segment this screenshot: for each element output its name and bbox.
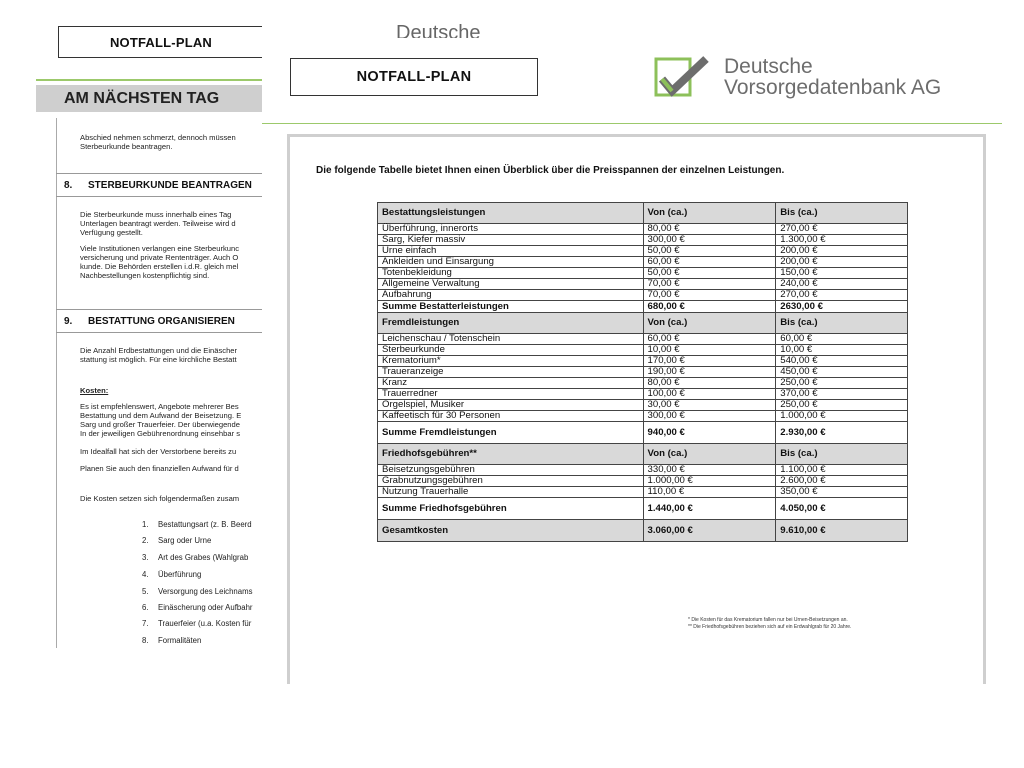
cost-list-item: 2. Sarg oder Urne [142, 536, 212, 545]
background-page [0, 0, 262, 660]
section-8-text: versicherung und private Rententräger. Auch O [80, 253, 239, 262]
price-table [377, 202, 908, 542]
table-row: Sarg, Kiefer massiv 300,00 € 1.300,00 € [378, 235, 908, 246]
cost-list-item: 8. Formalitäten [142, 636, 202, 645]
table-row: Trauerredner 100,00 € 370,00 € [378, 389, 908, 400]
table-sum-row: Summe Fremdleistungen 940,00 € 2.930,00 € [378, 422, 908, 444]
section-8-text: Die Sterbeurkunde muss innerhalb eines Tag [80, 210, 232, 219]
table-row: Aufbahrung 70,00 € 270,00 € [378, 290, 908, 301]
section-8-text: kunde. Die Behörden erstellen i.d.R. gleich mel [80, 262, 239, 271]
table-row: Leichenschau / Totenschein 60,00 € 60,00 € [378, 334, 908, 345]
background-left-rule [56, 118, 57, 648]
section-9-text: Sarg und großer Trauerfeier. Der überwiegende [80, 420, 240, 429]
cost-list-item: 4. Überführung [142, 570, 202, 579]
section-8-text: Nachbestellungen kostenpflichtig sind. [80, 271, 210, 280]
section-8-number: 8. [64, 179, 73, 191]
background-section-heading: AM NÄCHSTEN TAG [64, 90, 220, 107]
table-section-header: Friedhofsgebühren** Von (ca.) Bis (ca.) [378, 444, 908, 465]
table-row: Überführung, innerorts 80,00 € 270,00 € [378, 224, 908, 235]
cost-list-item: 6. Einäscherung oder Aufbahr [142, 603, 253, 612]
footnote: * Die Kosten für das Krematorium fallen nur bei Urnen-Beisetzungen an. [688, 617, 848, 623]
background-header-divider [36, 79, 262, 81]
section-9-text: In der jeweiligen Gebührenordnung einsehbar s [80, 429, 240, 438]
page-title: NOTFALL-PLAN [290, 58, 538, 96]
table-row: Kranz 80,00 € 250,00 € [378, 378, 908, 389]
table-row: Totenbekleidung 50,00 € 150,00 € [378, 268, 908, 279]
table-section-header: Bestattungsleistungen Von (ca.) Bis (ca.) [378, 203, 908, 224]
table-row: Orgelspiel, Musiker 30,00 € 250,00 € [378, 400, 908, 411]
section-8-text: Unterlagen beantragt werden. Teilweise wird d [80, 219, 236, 228]
table-row: Grabnutzungsgebühren 1.000,00 € 2.600,00 € [378, 476, 908, 487]
table-sum-row: Summe Friedhofsgebühren 1.440,00 € 4.050,00 € [378, 498, 908, 520]
intro-text: Die folgende Tabelle bietet Ihnen einen Überblick über die Preisspannen der einzelnen Leistungen. [316, 165, 785, 176]
section-9-text: Bestattung und dem Aufwand der Beisetzung. E [80, 411, 242, 420]
table-row: Kaffeetisch für 30 Personen 300,00 € 1.000,00 € [378, 411, 908, 422]
table-row: Nutzung Trauerhalle 110,00 € 350,00 € [378, 487, 908, 498]
header-divider [262, 123, 1002, 124]
table-row: Traueranzeige 190,00 € 450,00 € [378, 367, 908, 378]
table-sum-row: Summe Bestatterleistungen 680,00 € 2630,00 € [378, 301, 908, 313]
section-9-text: Im Idealfall hat sich der Verstorbene bereits zu [80, 447, 237, 456]
logo-line-1: Deutsche [724, 55, 813, 78]
cost-list-item: 7. Trauerfeier (u.a. Kosten für [142, 619, 252, 628]
table-row: Ankleiden und Einsargung 60,00 € 200,00 € [378, 257, 908, 268]
section-9-text: stattung ist möglich. Für eine kirchliche Bestatt [80, 355, 237, 364]
table-row: Beisetzungsgebühren 330,00 € 1.100,00 € [378, 465, 908, 476]
logo-line-2: Vorsorgedatenbank AG [724, 76, 942, 99]
section-9-title: BESTATTUNG ORGANISIEREN [88, 315, 235, 327]
background-logo-partial: Deutsche [396, 22, 481, 38]
cost-list-item: 5. Versorgung des Leichnams [142, 587, 253, 596]
cost-list-item: 1. Bestattungsart (z. B. Beerd [142, 520, 252, 529]
background-intro-line: Sterbeurkunde beantragen. [80, 142, 173, 151]
section-9-number: 9. [64, 315, 73, 327]
section-8-text: Viele Institutionen verlangen eine Sterbeurkunc [80, 244, 240, 253]
table-row: Urne einfach 50,00 € 200,00 € [378, 246, 908, 257]
table-footnotes [688, 617, 851, 631]
section-9-text: Es ist empfehlenswert, Angebote mehrerer Bes [80, 402, 239, 411]
table-row: Krematorium* 170,00 € 540,00 € [378, 356, 908, 367]
section-9-text: Die Kosten setzen sich folgendermaßen zusam [80, 494, 240, 503]
table-section-header: Fremdleistungen Von (ca.) Bis (ca.) [378, 313, 908, 334]
company-logo-text [724, 56, 941, 98]
checkmark-logo-icon [654, 55, 710, 101]
table-row: Allgemeine Verwaltung 70,00 € 240,00 € [378, 279, 908, 290]
table-row: Sterbeurkunde 10,00 € 10,00 € [378, 345, 908, 356]
footnote: ** Die Friedhofsgebühren beziehen sich auf ein Erdwahlgrab für 20 Jahre. [688, 624, 852, 630]
section-9-text: Die Anzahl Erdbestattungen und die Einäscher [80, 346, 238, 355]
section-8-text: Verfügung gestellt. [80, 228, 143, 237]
costs-label: Kosten: [80, 386, 109, 395]
table-total-row: Gesamtkosten 3.060,00 € 9.610,00 € [378, 520, 908, 542]
section-9-text: Planen Sie auch den finanziellen Aufwand für d [80, 464, 239, 473]
background-page-title: NOTFALL-PLAN [58, 26, 262, 58]
section-8-title: STERBEURKUNDE BEANTRAGEN [88, 179, 252, 191]
section-8-heading [56, 173, 262, 197]
background-intro-line: Abschied nehmen schmerzt, dennoch müssen [80, 133, 236, 142]
cost-list-item: 3. Art des Grabes (Wahlgrab [142, 553, 249, 562]
section-9-heading [56, 309, 262, 333]
